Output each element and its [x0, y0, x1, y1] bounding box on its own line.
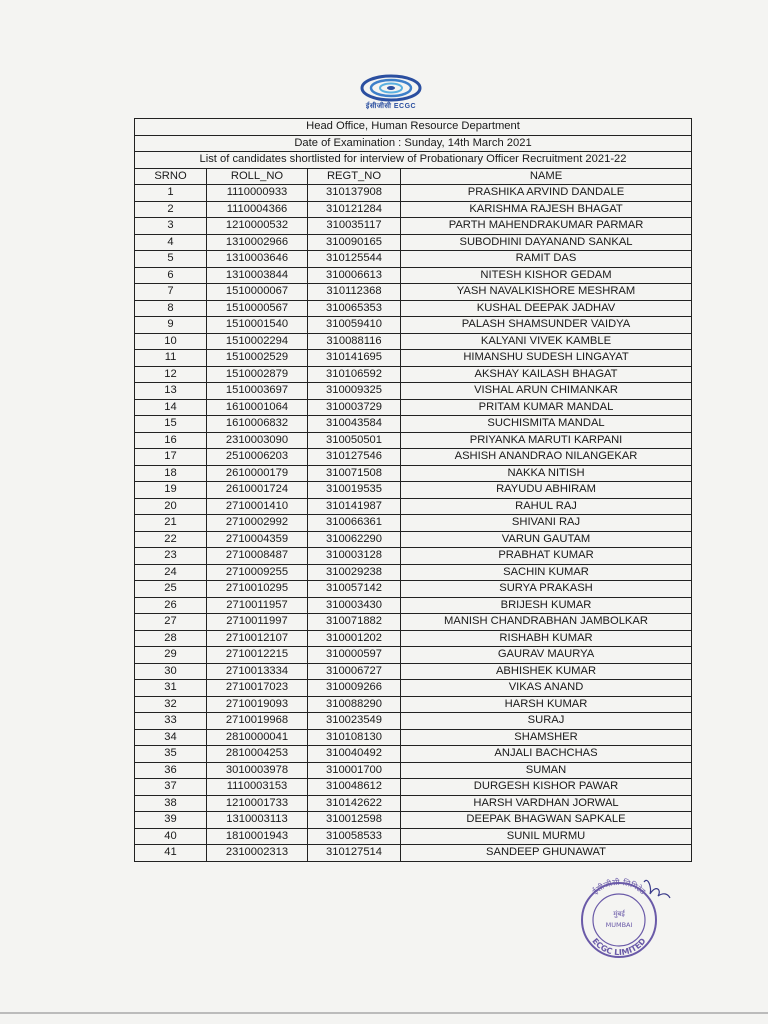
roll-no-cell: 2510006203: [207, 449, 308, 466]
table-row: [135, 647, 692, 664]
name-cell: ANJALI BACHCHAS: [401, 746, 692, 763]
regt-no-cell: 310106592: [308, 366, 401, 383]
name-cell: NITESH KISHOR GEDAM: [401, 267, 692, 284]
name-cell: KALYANI VIVEK KAMBLE: [401, 333, 692, 350]
name-cell: GAURAV MAURYA: [401, 647, 692, 664]
office-heading: Head Office, Human Resource Department: [135, 119, 692, 136]
roll-no-cell: 2310003090: [207, 432, 308, 449]
srno-cell: 13: [135, 383, 207, 400]
regt-no-cell: 310112368: [308, 284, 401, 301]
table-row: [135, 350, 692, 367]
srno-cell: 37: [135, 779, 207, 796]
table-row: [135, 498, 692, 515]
srno-cell: 41: [135, 845, 207, 862]
roll-no-cell: 1510000067: [207, 284, 308, 301]
roll-no-cell: 1510000567: [207, 300, 308, 317]
regt-no-cell: 310059410: [308, 317, 401, 334]
regt-no-cell: 310023549: [308, 713, 401, 730]
roll-no-cell: 1510002529: [207, 350, 308, 367]
roll-no-cell: 1310003646: [207, 251, 308, 268]
roll-no-cell: 1510002879: [207, 366, 308, 383]
srno-cell: 2: [135, 201, 207, 218]
table-row: [135, 317, 692, 334]
table-row: [135, 465, 692, 482]
table-row: [135, 531, 692, 548]
table-row: [135, 399, 692, 416]
roll-no-cell: 2810004253: [207, 746, 308, 763]
roll-no-cell: 1310003113: [207, 812, 308, 829]
name-cell: SUMAN: [401, 762, 692, 779]
name-cell: PRITAM KUMAR MANDAL: [401, 399, 692, 416]
page-edge-line: [0, 1012, 768, 1014]
table-row: [135, 564, 692, 581]
srno-cell: 17: [135, 449, 207, 466]
table-row: [135, 300, 692, 317]
roll-no-cell: 2310002313: [207, 845, 308, 862]
roll-no-cell: 1510001540: [207, 317, 308, 334]
regt-no-cell: 310006613: [308, 267, 401, 284]
header-row-office: [135, 119, 692, 136]
name-cell: KARISHMA RAJESH BHAGAT: [401, 201, 692, 218]
table-row: [135, 201, 692, 218]
roll-no-cell: 1610006832: [207, 416, 308, 433]
table-row: [135, 218, 692, 235]
table-row: [135, 284, 692, 301]
roll-no-cell: 2710011957: [207, 597, 308, 614]
regt-no-cell: 310043584: [308, 416, 401, 433]
name-cell: SUBODHINI DAYANAND SANKAL: [401, 234, 692, 251]
regt-no-cell: 310003128: [308, 548, 401, 565]
logo-text: ईसीजीसी ECGC: [365, 103, 417, 110]
table-row: [135, 366, 692, 383]
regt-no-cell: 310141987: [308, 498, 401, 515]
ecgc-logo-icon: [360, 74, 422, 102]
name-cell: BRIJESH KUMAR: [401, 597, 692, 614]
srno-cell: 15: [135, 416, 207, 433]
srno-cell: 21: [135, 515, 207, 532]
regt-no-cell: 310003729: [308, 399, 401, 416]
name-cell: SUNIL MURMU: [401, 828, 692, 845]
regt-no-cell: 310058533: [308, 828, 401, 845]
roll-no-cell: 2710019968: [207, 713, 308, 730]
regt-no-cell: 310035117: [308, 218, 401, 235]
table-row: [135, 267, 692, 284]
exam-date-heading: Date of Examination : Sunday, 14th March 2021: [135, 135, 692, 152]
regt-no-cell: 310050501: [308, 432, 401, 449]
seal-city-text: MUMBAI: [605, 921, 633, 929]
regt-no-cell: 310071508: [308, 465, 401, 482]
seal-icon: [572, 874, 672, 960]
table-row: [135, 713, 692, 730]
roll-no-cell: 2610000179: [207, 465, 308, 482]
srno-cell: 40: [135, 828, 207, 845]
regt-no-cell: 310127514: [308, 845, 401, 862]
srno-cell: 22: [135, 531, 207, 548]
roll-no-cell: 1110000933: [207, 185, 308, 202]
ecgc-logo: [360, 74, 422, 114]
srno-cell: 9: [135, 317, 207, 334]
roll-no-cell: 2710012215: [207, 647, 308, 664]
table-row: [135, 482, 692, 499]
table-row: [135, 630, 692, 647]
table-row: [135, 251, 692, 268]
table-row: [135, 548, 692, 565]
name-cell: RAHUL RAJ: [401, 498, 692, 515]
srno-cell: 27: [135, 614, 207, 631]
srno-cell: 34: [135, 729, 207, 746]
regt-no-cell: 310048612: [308, 779, 401, 796]
name-cell: SURAJ: [401, 713, 692, 730]
company-seal: [572, 874, 672, 960]
regt-no-cell: 310062290: [308, 531, 401, 548]
table-row: [135, 680, 692, 697]
table-row: [135, 581, 692, 598]
name-cell: RAYUDU ABHIRAM: [401, 482, 692, 499]
srno-cell: 33: [135, 713, 207, 730]
regt-no-cell: 310001202: [308, 630, 401, 647]
name-cell: HARSH KUMAR: [401, 696, 692, 713]
name-cell: PARTH MAHENDRAKUMAR PARMAR: [401, 218, 692, 235]
roll-no-cell: 1510003697: [207, 383, 308, 400]
regt-no-cell: 310088290: [308, 696, 401, 713]
srno-cell: 6: [135, 267, 207, 284]
regt-no-cell: 310040492: [308, 746, 401, 763]
table-row: [135, 845, 692, 862]
regt-no-cell: 310066361: [308, 515, 401, 532]
seal-top-text: ईसीजीसी लिमिटेड: [590, 877, 648, 897]
roll-no-cell: 1210001733: [207, 795, 308, 812]
column-header-name: NAME: [401, 168, 692, 185]
roll-no-cell: 2710001410: [207, 498, 308, 515]
regt-no-cell: 310019535: [308, 482, 401, 499]
table-row: [135, 729, 692, 746]
roll-no-cell: 1310002966: [207, 234, 308, 251]
table-row: [135, 234, 692, 251]
roll-no-cell: 2710013334: [207, 663, 308, 680]
name-cell: SANDEEP GHUNAWAT: [401, 845, 692, 862]
name-cell: HIMANSHU SUDESH LINGAYAT: [401, 350, 692, 367]
name-cell: ASHISH ANANDRAO NILANGEKAR: [401, 449, 692, 466]
table-row: [135, 449, 692, 466]
candidates-table: [134, 118, 692, 862]
roll-no-cell: 1510002294: [207, 333, 308, 350]
srno-cell: 4: [135, 234, 207, 251]
regt-no-cell: 310006727: [308, 663, 401, 680]
column-header-regt-no: REGT_NO: [308, 168, 401, 185]
name-cell: SURYA PRAKASH: [401, 581, 692, 598]
roll-no-cell: 2710010295: [207, 581, 308, 598]
roll-no-cell: 2710009255: [207, 564, 308, 581]
name-cell: MANISH CHANDRABHAN JAMBOLKAR: [401, 614, 692, 631]
srno-cell: 18: [135, 465, 207, 482]
regt-no-cell: 310009266: [308, 680, 401, 697]
srno-cell: 38: [135, 795, 207, 812]
name-cell: DEEPAK BHAGWAN SAPKALE: [401, 812, 692, 829]
name-cell: PALASH SHAMSUNDER VAIDYA: [401, 317, 692, 334]
srno-cell: 28: [135, 630, 207, 647]
regt-no-cell: 310065353: [308, 300, 401, 317]
srno-cell: 36: [135, 762, 207, 779]
roll-no-cell: 1610001064: [207, 399, 308, 416]
name-cell: DURGESH KISHOR PAWAR: [401, 779, 692, 796]
header-row-date: [135, 135, 692, 152]
name-cell: SACHIN KUMAR: [401, 564, 692, 581]
table-row: [135, 812, 692, 829]
regt-no-cell: 310001700: [308, 762, 401, 779]
name-cell: HARSH VARDHAN JORWAL: [401, 795, 692, 812]
regt-no-cell: 310137908: [308, 185, 401, 202]
table-row: [135, 795, 692, 812]
name-cell: PRABHAT KUMAR: [401, 548, 692, 565]
srno-cell: 26: [135, 597, 207, 614]
roll-no-cell: 2710017023: [207, 680, 308, 697]
seal-center-text: मुंबई: [613, 910, 625, 918]
roll-no-cell: 2710012107: [207, 630, 308, 647]
regt-no-cell: 310127546: [308, 449, 401, 466]
srno-cell: 1: [135, 185, 207, 202]
regt-no-cell: 310003430: [308, 597, 401, 614]
srno-cell: 30: [135, 663, 207, 680]
roll-no-cell: 2610001724: [207, 482, 308, 499]
name-cell: VIKAS ANAND: [401, 680, 692, 697]
srno-cell: 8: [135, 300, 207, 317]
srno-cell: 3: [135, 218, 207, 235]
svg-text:ECGC LIMITED: [590, 936, 648, 957]
name-cell: RAMIT DAS: [401, 251, 692, 268]
table-row: [135, 432, 692, 449]
roll-no-cell: 1310003844: [207, 267, 308, 284]
name-cell: SHIVANI RAJ: [401, 515, 692, 532]
regt-no-cell: 310108130: [308, 729, 401, 746]
regt-no-cell: 310141695: [308, 350, 401, 367]
header-row-list: [135, 152, 692, 169]
regt-no-cell: 310009325: [308, 383, 401, 400]
name-cell: KUSHAL DEEPAK JADHAV: [401, 300, 692, 317]
name-cell: AKSHAY KAILASH BHAGAT: [401, 366, 692, 383]
name-cell: SHAMSHER: [401, 729, 692, 746]
name-cell: ABHISHEK KUMAR: [401, 663, 692, 680]
name-cell: NAKKA NITISH: [401, 465, 692, 482]
roll-no-cell: 2810000041: [207, 729, 308, 746]
roll-no-cell: 1110004366: [207, 201, 308, 218]
srno-cell: 10: [135, 333, 207, 350]
regt-no-cell: 310088116: [308, 333, 401, 350]
srno-cell: 25: [135, 581, 207, 598]
table-row: [135, 416, 692, 433]
roll-no-cell: 1110003153: [207, 779, 308, 796]
srno-cell: 20: [135, 498, 207, 515]
roll-no-cell: 2710004359: [207, 531, 308, 548]
column-header-roll-no: ROLL_NO: [207, 168, 308, 185]
table-row: [135, 663, 692, 680]
srno-cell: 5: [135, 251, 207, 268]
regt-no-cell: 310121284: [308, 201, 401, 218]
srno-cell: 16: [135, 432, 207, 449]
column-header-srno: SRNO: [135, 168, 207, 185]
srno-cell: 32: [135, 696, 207, 713]
table-row: [135, 696, 692, 713]
list-heading: List of candidates shortlisted for interview of Probationary Officer Recruitment 2021-22: [135, 152, 692, 169]
regt-no-cell: 310125544: [308, 251, 401, 268]
srno-cell: 24: [135, 564, 207, 581]
srno-cell: 23: [135, 548, 207, 565]
roll-no-cell: 2710008487: [207, 548, 308, 565]
srno-cell: 7: [135, 284, 207, 301]
column-header-row: [135, 168, 692, 185]
table-row: [135, 515, 692, 532]
roll-no-cell: 3010003978: [207, 762, 308, 779]
srno-cell: 29: [135, 647, 207, 664]
srno-cell: 19: [135, 482, 207, 499]
table-row: [135, 762, 692, 779]
srno-cell: 31: [135, 680, 207, 697]
table-row: [135, 185, 692, 202]
regt-no-cell: 310090165: [308, 234, 401, 251]
name-cell: PRIYANKA MARUTI KARPANI: [401, 432, 692, 449]
roll-no-cell: 1210000532: [207, 218, 308, 235]
name-cell: SUCHISMITA MANDAL: [401, 416, 692, 433]
srno-cell: 14: [135, 399, 207, 416]
srno-cell: 39: [135, 812, 207, 829]
regt-no-cell: 310071882: [308, 614, 401, 631]
srno-cell: 11: [135, 350, 207, 367]
regt-no-cell: 310142622: [308, 795, 401, 812]
srno-cell: 35: [135, 746, 207, 763]
roll-no-cell: 2710002992: [207, 515, 308, 532]
name-cell: RISHABH KUMAR: [401, 630, 692, 647]
regt-no-cell: 310029238: [308, 564, 401, 581]
name-cell: VISHAL ARUN CHIMANKAR: [401, 383, 692, 400]
seal-bottom-text: ECGC LIMITED: [590, 936, 648, 958]
name-cell: YASH NAVALKISHORE MESHRAM: [401, 284, 692, 301]
table-row: [135, 383, 692, 400]
table-row: [135, 746, 692, 763]
name-cell: VARUN GAUTAM: [401, 531, 692, 548]
roll-no-cell: 2710019093: [207, 696, 308, 713]
table-row: [135, 614, 692, 631]
name-cell: PRASHIKA ARVIND DANDALE: [401, 185, 692, 202]
regt-no-cell: 310012598: [308, 812, 401, 829]
regt-no-cell: 310057142: [308, 581, 401, 598]
table-row: [135, 828, 692, 845]
srno-cell: 12: [135, 366, 207, 383]
table-row: [135, 333, 692, 350]
roll-no-cell: 2710011997: [207, 614, 308, 631]
roll-no-cell: 1810001943: [207, 828, 308, 845]
table-row: [135, 779, 692, 796]
regt-no-cell: 310000597: [308, 647, 401, 664]
table-row: [135, 597, 692, 614]
